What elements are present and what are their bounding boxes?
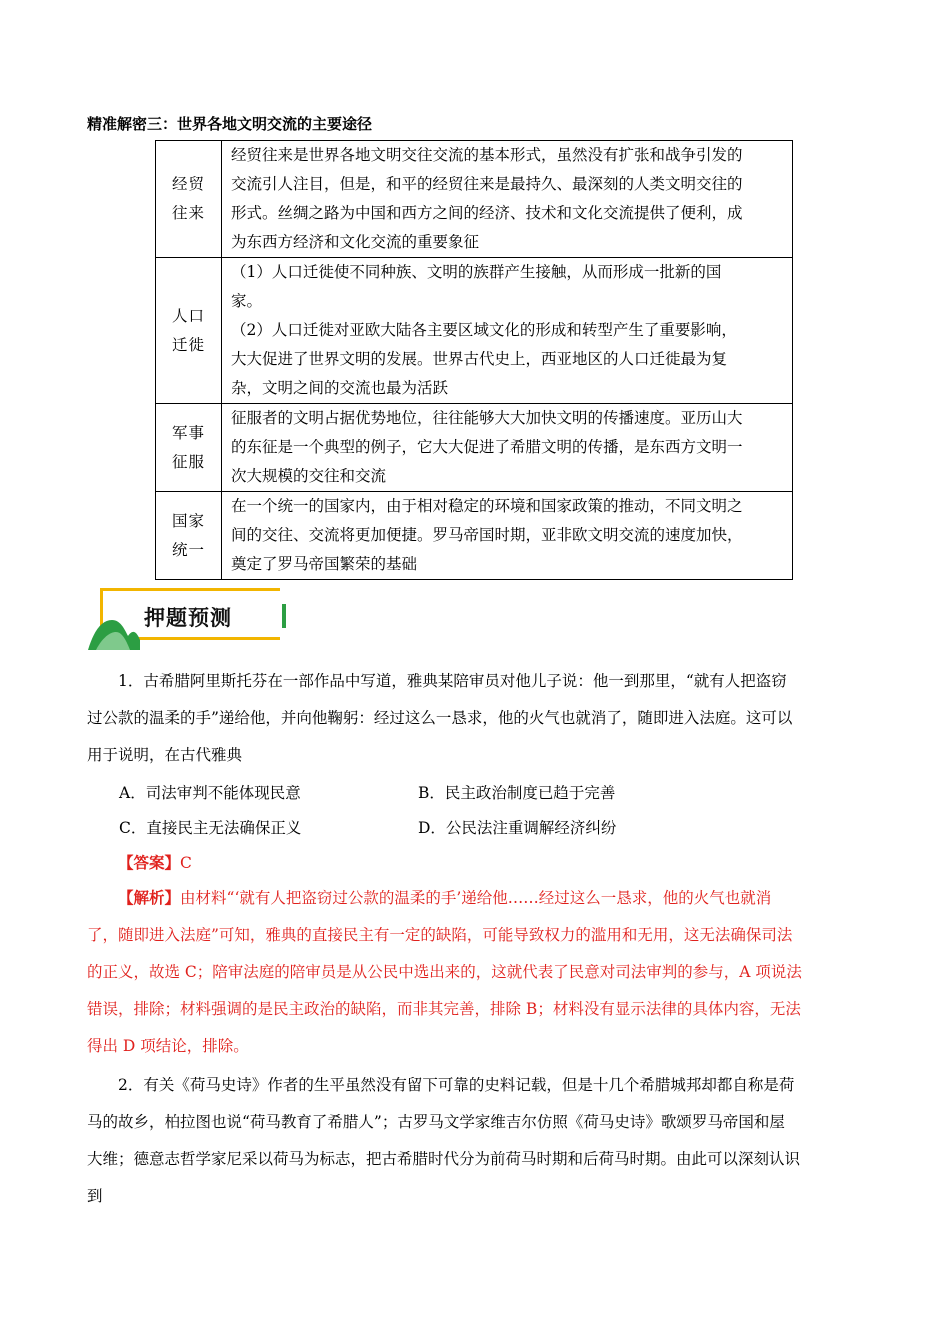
prediction-banner	[88, 586, 298, 650]
row-label: 人口 迁徙	[156, 258, 222, 404]
table-row	[156, 404, 793, 492]
question-2-stem: 2．有关《荷马史诗》作者的生平虽然没有留下可靠的史料记载，但是十几个希腊城邦却都自称是荷 马的故乡，柏拉图也说“荷马教育了希腊人”；古罗马文学家维吉尔仿照《荷马史诗》歌颂罗马帝国和屋 大维；德意志哲学家尼采以荷马为标志，把古希腊时代分为前荷马时期和后荷马时期。由此可以深刻认识 到	[87, 1076, 801, 1205]
question-1-stem: 1．古希腊阿里斯托芬在一部作品中写道，雅典某陪审员对他儿子说：他一到那里，“就有人把盗窃 过公款的温柔的手”递给他，并向他鞠躬：经过这么一恳求，他的火气也就消了，随即进入法庭。这可以 用于说明，在古代雅典	[87, 672, 793, 764]
option-c: C．直接民主无法确保正义	[119, 819, 302, 837]
banner-title: 押题预测	[144, 606, 232, 630]
row-label: 军事 征服	[156, 404, 222, 492]
answer-tag: 【答案】	[118, 853, 181, 872]
hills-icon	[88, 616, 140, 650]
row-content: 征服者的文明占据优势地位，往往能够大大加快文明的传播速度。亚历山大 的东征是一个典型的例子，它大大促进了希腊文明的传播，是东西方文明一 次大规模的交往和交流	[222, 404, 793, 492]
row-content: （1）人口迁徙使不同种族、文明的族群产生接触，从而形成一批新的国 家。 （2）人口迁徙对亚欧大陆各主要区域文化的形成和转型产生了重要影响， 大大促进了世界文明的发展。世界古代史上，西亚地区的人口迁徙最为复 杂，文明之间的交流也最为活跃	[222, 258, 793, 404]
analysis-tag: 【解析】	[118, 888, 181, 907]
row-content: 在一个统一的国家内，由于相对稳定的环境和国家政策的推动，不同文明之 间的交往、交流将更加便捷。罗马帝国时期，亚非欧文明交流的速度加快， 奠定了罗马帝国繁荣的基础	[222, 492, 793, 580]
option-d: D．公民法注重调解经济纠纷	[418, 819, 617, 837]
table-row	[156, 492, 793, 580]
answer-value: C	[180, 854, 192, 872]
banner-tick	[275, 588, 280, 591]
banner-bar	[282, 604, 286, 628]
option-b: B．民主政治制度已趋于完善	[418, 784, 616, 802]
row-label: 国家 统一	[156, 492, 222, 580]
section-heading: 精准解密三：世界各地文明交流的主要途径	[87, 115, 373, 133]
table-row	[156, 258, 793, 404]
row-label: 经贸 往来	[156, 141, 222, 258]
answer	[118, 851, 192, 873]
question-1-analysis: 【解析】由材料“‘就有人把盗窃过公款的温柔的手’递给他……经过这么一恳求，他的火气也就消 了，随即进入法庭”可知，雅典的直接民主有一定的缺陷，可能导致权力的滥用和无用，这无法确保司法 的正义，故选 C；陪审法庭的陪审员是从公民中选出来的，这就代表了民意对司法审判的参与，A 项说法 错误，排除；材料强调的是民主政治的缺陷，而非其完善，排除 B；材料没有显示法律的具体内容，无法 得出 D 项结论，排除。	[87, 888, 802, 1055]
civilization-exchange-table	[155, 140, 793, 580]
table-row	[156, 141, 793, 258]
row-content: 经贸往来是世界各地文明交往交流的基本形式，虽然没有扩张和战争引发的 交流引人注目，但是，和平的经贸往来是最持久、最深刻的人类文明交往的 形式。丝绸之路为中国和西方之间的经济、技术和文化交流提供了便利，成 为东西方经济和文化交流的重要象征	[222, 141, 793, 258]
option-a: A．司法审判不能体现民意	[119, 784, 301, 802]
